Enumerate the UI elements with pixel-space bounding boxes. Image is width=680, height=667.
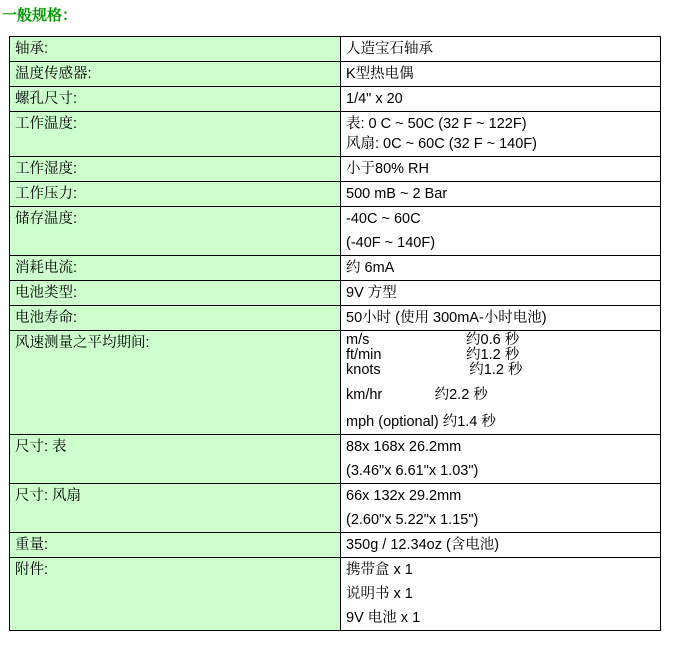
spec-value-line: 人造宝石轴承: [346, 41, 433, 57]
spec-value-line: 风扇: 0C ~ 60C (32 F ~ 140F): [346, 136, 537, 152]
spec-value: [341, 558, 661, 631]
spec-label: 重量:: [10, 533, 341, 558]
spec-label: 附件:: [10, 558, 341, 631]
spec-value-line: 66x 132x 29.2mm: [346, 488, 462, 504]
spec-label: 工作湿度:: [10, 157, 341, 182]
table-row: [10, 533, 661, 558]
section-title: 一般规格：: [2, 7, 78, 24]
spec-value: [341, 37, 661, 62]
spec-value-line: K型热电偶: [346, 66, 414, 82]
spec-value-line: ft/min 约1.2 秒: [346, 347, 520, 363]
spec-label: 轴承:: [10, 37, 341, 62]
spec-value: [341, 207, 661, 256]
spec-value-line: 9V 方型: [346, 285, 397, 301]
table-row: [10, 37, 661, 62]
spec-value-line: 9V 电池 x 1: [346, 610, 421, 626]
spec-label: 尺寸: 风扇: [10, 484, 341, 533]
spec-label: 螺孔尺寸:: [10, 87, 341, 112]
spec-value-line: 说明书 x 1: [346, 586, 413, 602]
spec-value-line: km/hr 约2.2 秒: [346, 387, 488, 403]
spec-value-line: 表: 0 C ~ 50C (32 F ~ 122F): [346, 116, 527, 132]
table-row: [10, 112, 661, 157]
spec-label: 储存温度:: [10, 207, 341, 256]
spec-value: [341, 306, 661, 331]
spec-label: 电池寿命:: [10, 306, 341, 331]
spec-table: [9, 36, 661, 631]
spec-value: [341, 87, 661, 112]
spec-value: [341, 281, 661, 306]
spec-value-line: 携带盒 x 1: [346, 562, 413, 578]
table-row: [10, 331, 661, 435]
spec-value-line: (-40F ~ 140F): [346, 235, 436, 251]
spec-value-line: 88x 168x 26.2mm: [346, 439, 462, 455]
spec-label: 工作压力:: [10, 182, 341, 207]
spec-value: [341, 256, 661, 281]
spec-value: [341, 533, 661, 558]
table-row: [10, 62, 661, 87]
table-row: [10, 558, 661, 631]
spec-value-line: -40C ~ 60C: [346, 211, 421, 227]
spec-label: 消耗电流:: [10, 256, 341, 281]
spec-value: [341, 435, 661, 484]
spec-value: [341, 331, 661, 435]
table-row: [10, 157, 661, 182]
spec-value-line: (2.60"x 5.22"x 1.15"): [346, 512, 479, 528]
table-row: [10, 182, 661, 207]
spec-value: [341, 62, 661, 87]
table-row: [10, 87, 661, 112]
table-row: [10, 281, 661, 306]
table-row: [10, 256, 661, 281]
spec-value-line: 1/4" x 20: [346, 91, 403, 107]
spec-value: [341, 157, 661, 182]
spec-value-line: 约 6mA: [346, 260, 395, 276]
spec-label: 尺寸: 表: [10, 435, 341, 484]
table-row: [10, 207, 661, 256]
spec-label: 工作温度:: [10, 112, 341, 157]
spec-value-line: mph (optional) 约1.4 秒: [346, 414, 496, 430]
spec-value: [341, 484, 661, 533]
spec-label: 温度传感器:: [10, 62, 341, 87]
spec-value-line: m/s 约0.6 秒: [346, 332, 520, 348]
table-row: [10, 306, 661, 331]
spec-value-line: 小于80% RH: [346, 161, 429, 177]
table-row: [10, 435, 661, 484]
table-row: [10, 484, 661, 533]
spec-value: [341, 112, 661, 157]
spec-value: [341, 182, 661, 207]
spec-value-line: knots 约1.2 秒: [346, 362, 523, 378]
spec-value-line: 500 mB ~ 2 Bar: [346, 186, 448, 202]
spec-value-line: (3.46"x 6.61"x 1.03"): [346, 463, 479, 479]
spec-value-line: 350g / 12.34oz (含电池): [346, 537, 500, 553]
spec-label: 电池类型:: [10, 281, 341, 306]
spec-label: 风速测量之平均期间:: [10, 331, 341, 435]
spec-value-line: 50小时 (使用 300mA-小时电池): [346, 310, 547, 326]
